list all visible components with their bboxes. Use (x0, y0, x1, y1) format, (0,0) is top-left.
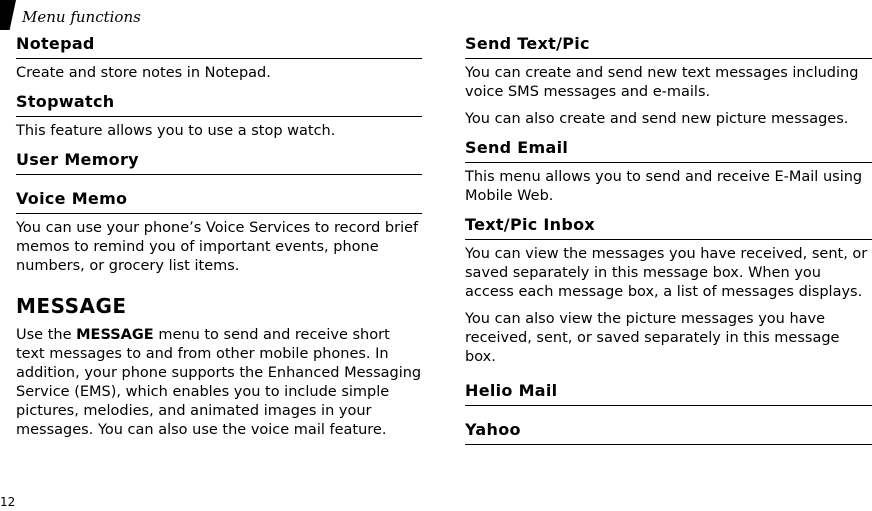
section-title-notepad: Notepad (16, 34, 422, 59)
section-voice-memo (16, 189, 422, 276)
section-text-send-text-pic-1: You can create and send new text messages including voice SMS messages and e-mails. (465, 65, 859, 100)
message-text-before: Use the (16, 327, 77, 343)
section-yahoo (465, 420, 872, 445)
section-stopwatch (16, 92, 422, 141)
section-title-helio-mail: Helio Mail (465, 381, 872, 406)
section-text-stopwatch: This feature allows you to use a stop watch. (16, 123, 336, 139)
section-text-message (16, 326, 422, 440)
section-text-text-pic-inbox-2: You can also view the picture messages you have received, sent, or saved separately in this message box. (465, 311, 840, 365)
section-send-text-pic (465, 34, 872, 129)
header-title: Menu functions (22, 8, 141, 26)
section-notepad (16, 34, 422, 83)
section-text-text-pic-inbox-1: You can view the messages you have received, sent, or saved separately in this message box. When you access each message box, a list of messages displays. (465, 246, 868, 300)
section-title-voice-memo: Voice Memo (16, 189, 422, 214)
message-text-after: menu to send and receive short text messages to and from other mobile phones. In addition, your phone supports the Enhanced Messaging Service (EMS), which enables you to include simple pictures, melodies, and animated images in your messages. You can also use the voice mail feature. (16, 327, 422, 438)
section-title-send-email: Send Email (465, 138, 872, 163)
section-text-pic-inbox (465, 215, 872, 367)
section-title-user-memory: User Memory (16, 150, 422, 175)
section-text-notepad: Create and store notes in Notepad. (16, 65, 271, 81)
page-number: 12 (0, 495, 16, 509)
section-title-yahoo: Yahoo (465, 420, 872, 445)
section-title-send-text-pic: Send Text/Pic (465, 34, 872, 59)
right-column (465, 34, 872, 445)
header-bar-decoration (0, 0, 16, 30)
section-message (16, 294, 422, 440)
section-title-message: MESSAGE (16, 294, 127, 318)
section-send-email (465, 138, 872, 206)
section-text-send-text-pic-2: You can also create and send new picture messages. (465, 111, 849, 127)
section-title-stopwatch: Stopwatch (16, 92, 422, 117)
message-text-bold: MESSAGE (76, 327, 154, 343)
section-text-voice-memo: You can use your phone’s Voice Services to record brief memos to remind you of important events, phone numbers, or grocery list items. (16, 220, 419, 274)
left-column (16, 34, 422, 440)
section-helio-mail (465, 381, 872, 406)
section-title-text-pic-inbox: Text/Pic Inbox (465, 215, 872, 240)
section-text-send-email: This menu allows you to send and receive E-Mail using Mobile Web. (465, 169, 863, 204)
section-user-memory (16, 150, 422, 175)
